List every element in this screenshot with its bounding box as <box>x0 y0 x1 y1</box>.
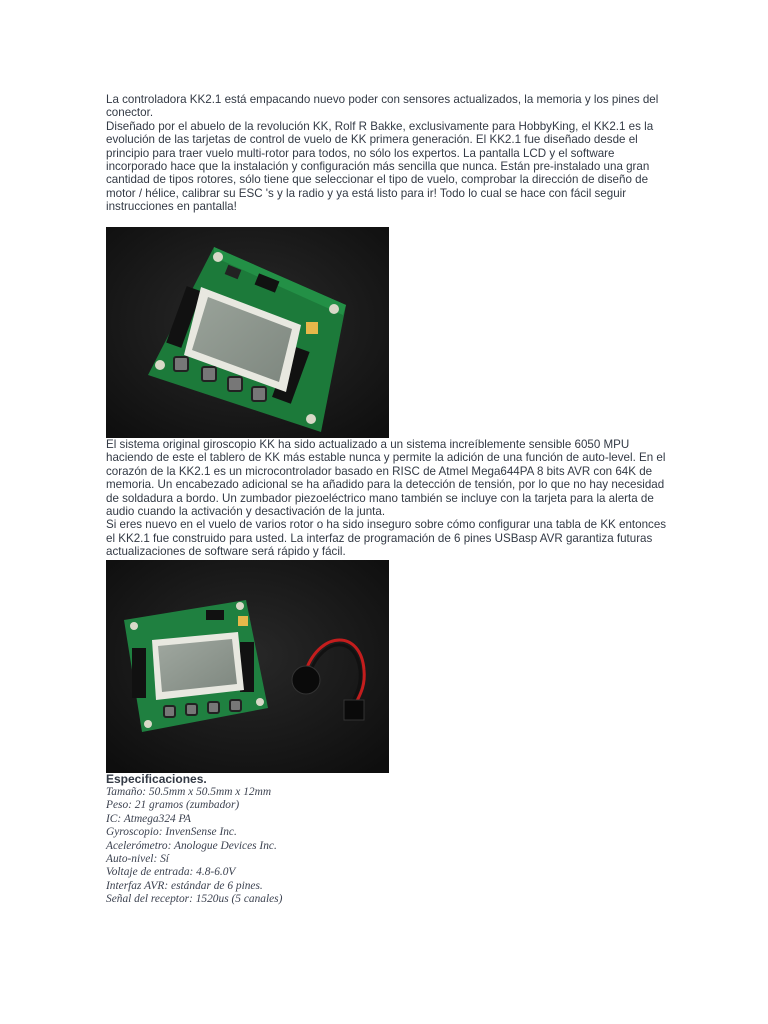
text-line: haciendo de este el tablero de KK más estable nunca y permite la adición de una función de auto-level. En el <box>106 451 666 465</box>
spec-item: Tamaño: 50.5mm x 50.5mm x 12mm <box>106 786 272 798</box>
spec-item: Interfaz AVR: estándar de 6 pines. <box>106 879 263 892</box>
board-photo-2 <box>106 560 389 773</box>
text-line: motor / hélice, calibrar su ESC 's y la radio y ya está listo para ir! Todo lo cual se hace con fácil seguir <box>106 186 627 200</box>
text-line: de soldadura a bordo. Un zumbador piezoeléctrico mano también se incluye con la tarjeta para la alerta de <box>106 491 654 505</box>
spec-item: Acelerómetro: Anologue Devices Inc. <box>106 839 277 852</box>
intro-paragraph <box>106 93 659 214</box>
text-line: el KK2.1 fue construido para usted. La interfaz de programación de 6 pines USBasp AVR garantiza futuras <box>106 531 653 545</box>
spec-item: IC: Atmega324 PA <box>106 812 192 825</box>
text-line: actualizaciones de software será rápido y fácil. <box>106 545 346 559</box>
text-line: Diseñado por el abuelo de la revolución KK, Rolf R Bakke, exclusivamente para HobbyKing, el KK2.1 es la <box>106 119 654 133</box>
text-line: cantidad de tipos rotores, sólo tiene que seleccionar el tipo de vuelo, comprobar la dirección de diseño de <box>106 173 649 187</box>
text-line: principio para traer vuelo multi-rotor para todos, no sólo los expertos. La pantalla LCD y el software <box>106 146 615 160</box>
board-photo-1 <box>106 227 389 438</box>
text-line: corazón de la KK2.1 es un microcontrolador basado en RISC de Atmel Mega644PA 8 bits AVR con 64K de <box>106 464 653 478</box>
specifications-heading: Especificaciones. <box>106 772 207 786</box>
spec-item: Señal del receptor: 1520us (5 canales) <box>106 893 283 906</box>
text-line: incorporado hace que la instalación y configuración más sencilla que nunca. Están pre-instalado una gran <box>106 160 650 174</box>
gyro-paragraph <box>106 438 667 559</box>
text-line: El sistema original giroscopio KK ha sido actualizado a un sistema increíblemente sensible 6050 MPU <box>106 438 630 451</box>
text-line: conector. <box>106 106 154 120</box>
text-line: audio cuando la activación y desactivación de la junta. <box>106 505 386 519</box>
spec-item: Peso: 21 gramos (zumbador) <box>106 799 240 812</box>
text-line: memoria. Un encabezado adicional se ha añadido para la detección de tensión, por lo que no hay necesidad <box>106 478 665 492</box>
text-line: Si eres nuevo en el vuelo de varios rotor o ha sido inseguro sobre cómo configurar una tabla de KK entonces <box>106 518 667 532</box>
text-line: instrucciones en pantalla! <box>106 200 237 214</box>
spec-item: Auto-nivel: Sí <box>106 853 169 866</box>
specifications-list <box>106 772 506 907</box>
spec-item: Voltaje de entrada: 4.8-6.0V <box>106 866 236 879</box>
spec-item: Gyroscopio: InvenSense Inc. <box>106 826 237 839</box>
text-line: evolución de las tarjetas de control de vuelo de KK primera generación. El KK2.1 fue diseñado desde el <box>106 133 638 147</box>
text-line: La controladora KK2.1 está empacando nuevo poder con sensores actualizados, la memoria y los pines del <box>106 93 659 106</box>
